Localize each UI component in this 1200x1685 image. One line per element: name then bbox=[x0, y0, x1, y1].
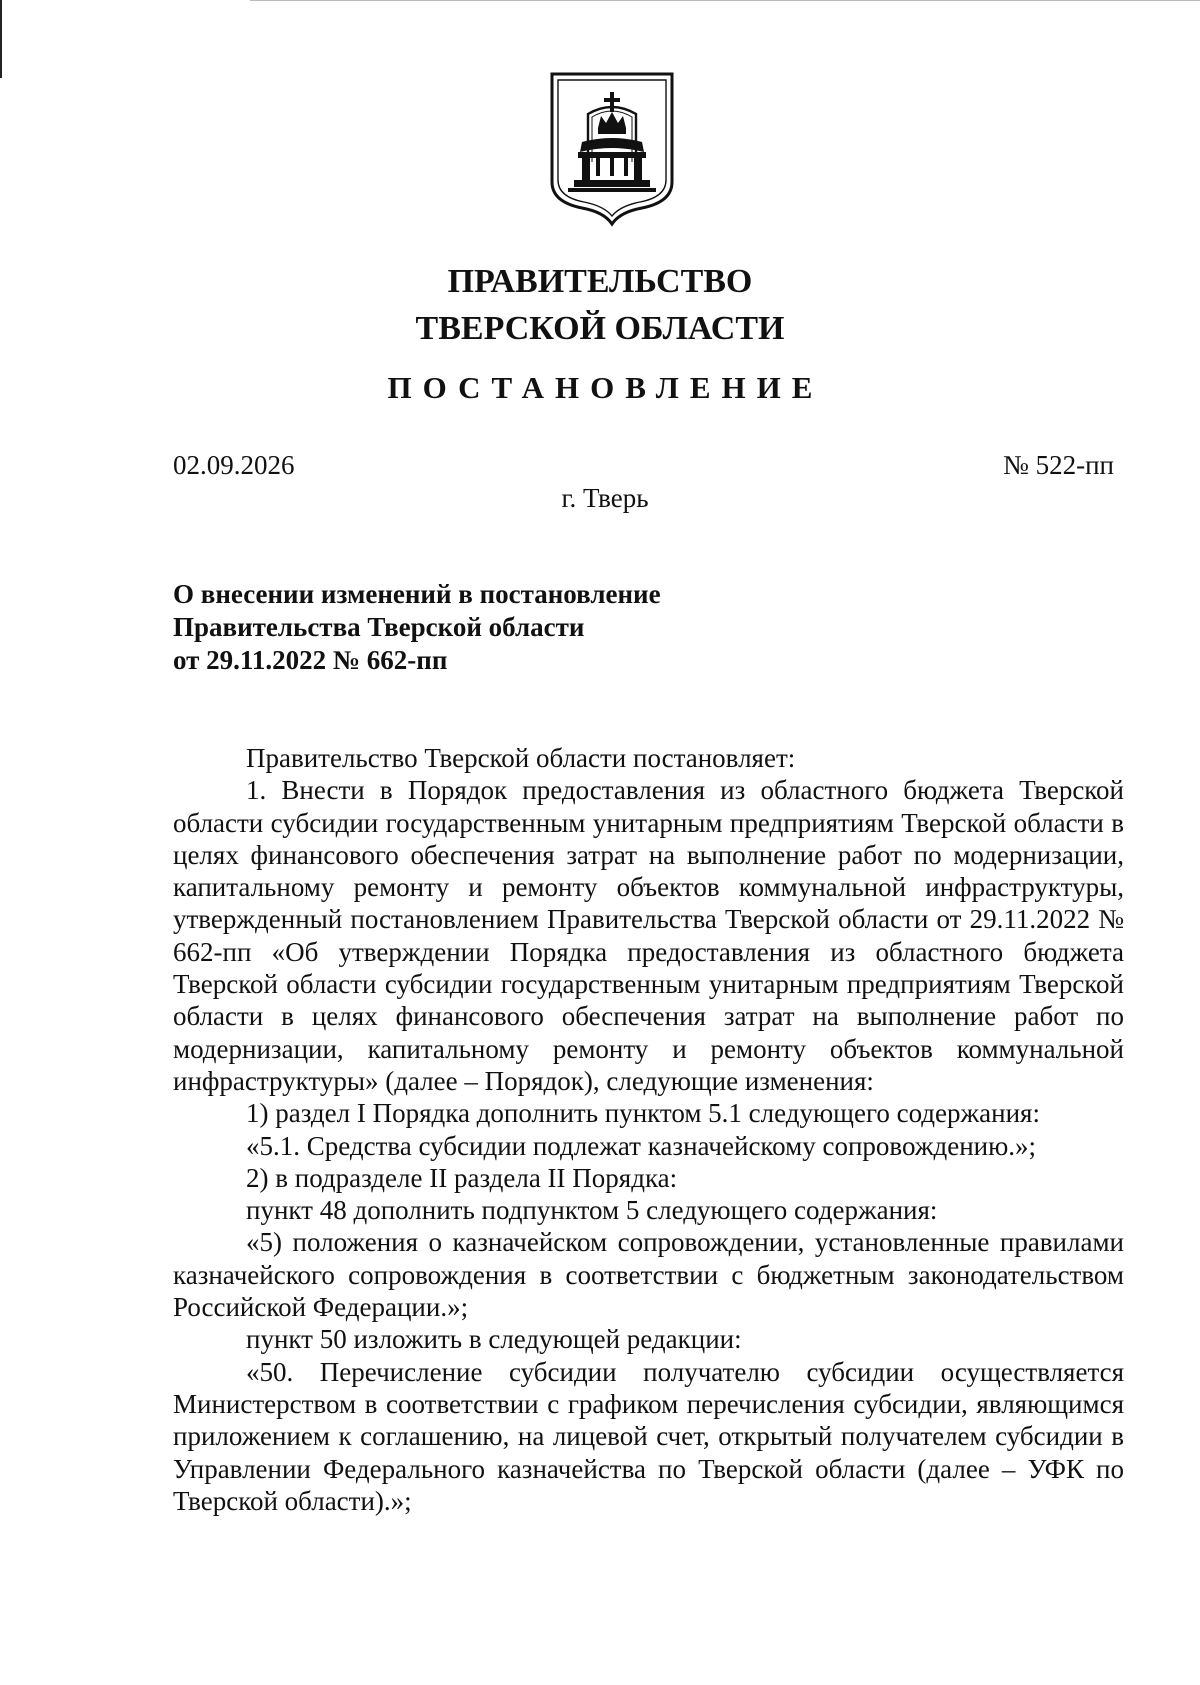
scan-edge-left bbox=[0, 0, 2, 78]
government-name-line1: ПРАВИТЕЛЬСТВО bbox=[447, 263, 753, 300]
document-subject bbox=[173, 578, 661, 677]
document-body bbox=[173, 742, 1124, 1517]
subject-line1: О внесении изменений в постановление bbox=[173, 579, 661, 609]
body-paragraph-item-50: пункт 50 изложить в следующей редакции: bbox=[246, 1324, 742, 1355]
body-paragraph-preamble: Правительство Тверской области постановляет: bbox=[246, 743, 796, 773]
subject-line3: от 29.11.2022 № 662-пп bbox=[173, 645, 448, 675]
document-type-title: ПОСТАНОВЛЕНИЕ bbox=[387, 370, 824, 405]
document-number: № 522-пп bbox=[1003, 450, 1114, 480]
body-paragraph-1: 1. Внести в Порядок предоставления из областного бюджета Тверской области субсидии государственным унитарным предприятиям Тверской области в целях финансового обеспечения затрат на выполнение работ по модернизации, капитальному ремонту и ремонту объектов коммунальной инфраструктуры, утвержденный постановлением Правительства Тверской области от 29.11.2022 № 662-пп «Об утверждении Порядка предоставления из областного бюджета Тверской области субсидии государственным унитарным предприятиям Тверской области в целях финансового обеспечения затрат на выполнение работ по модернизации, капитальному ремонту и ремонту объектов коммунальной инфраструктуры» (далее – Порядок), следующие изменения: bbox=[173, 775, 1124, 1096]
scan-edge-top bbox=[250, 0, 1200, 1]
body-paragraph-item-50-text: «50. Перечисление субсидии получателю субсидии осуществляется Министерством в соответствии с графиком перечисления субсидии, являющимся приложением к соглашению, на лицевой счет, открытый получателем субсидии в Управлении Федерального казначейства по Тверской области (далее – УФК по Тверской области).»; bbox=[173, 1356, 1124, 1516]
body-paragraph-5-1: «5.1. Средства субсидии подлежат казначейскому сопровождению.»; bbox=[246, 1130, 1037, 1161]
document-date: 02.09.2026 bbox=[173, 450, 295, 480]
body-paragraph-1-2: 2) в подразделе II раздела II Порядка: bbox=[246, 1162, 678, 1193]
government-name bbox=[0, 258, 1200, 352]
document-city: г. Тверь bbox=[561, 483, 649, 513]
tver-coat-of-arms-icon bbox=[548, 70, 676, 228]
body-paragraph-1-1: 1) раздел I Порядка дополнить пунктом 5.1 следующего содержания: bbox=[246, 1098, 1040, 1129]
body-paragraph-subitem-5: «5) положения о казначейском сопровождении, установленные правилами казначейского сопровождения в соответствии с бюджетным законодательством Российской Федерации.»; bbox=[173, 1227, 1124, 1323]
subject-line2: Правительства Тверской области bbox=[173, 612, 585, 642]
body-paragraph-item-48: пункт 48 дополнить подпунктом 5 следующего содержания: bbox=[246, 1195, 938, 1226]
government-name-line2: ТВЕРСКОЙ ОБЛАСТИ bbox=[415, 310, 785, 347]
